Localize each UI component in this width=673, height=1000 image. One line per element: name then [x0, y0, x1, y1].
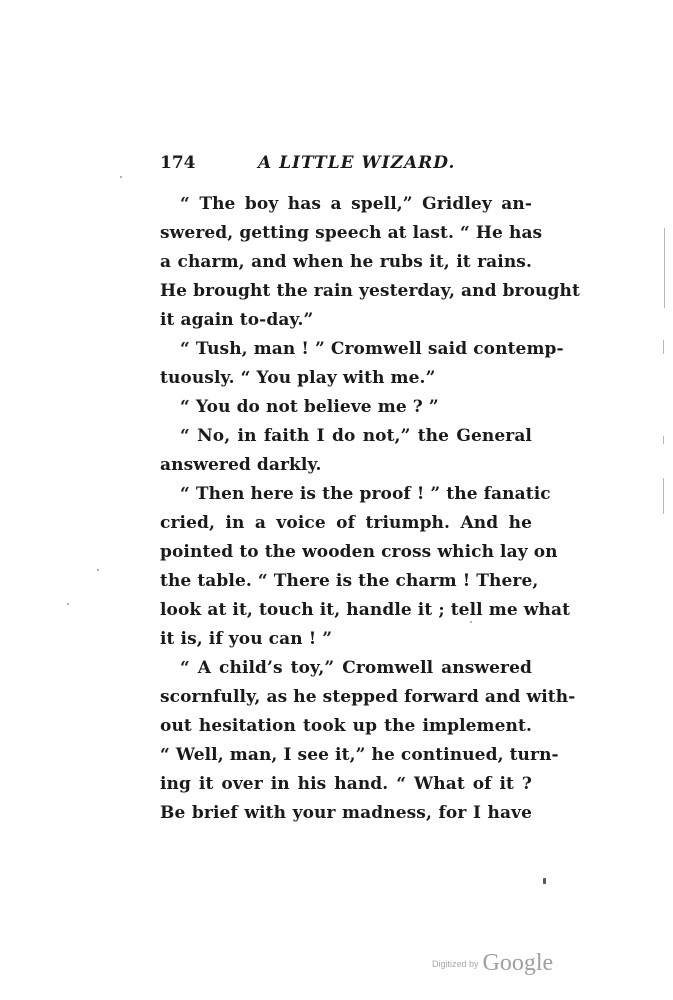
scan-speck	[97, 569, 99, 571]
page-number: 174	[160, 153, 196, 173]
running-title: A LITTLE WIZARD.	[258, 153, 456, 173]
text-line: “ You do not believe me ? ”	[180, 397, 439, 417]
text-line: “ A child’s toy,” Cromwell answered	[180, 658, 532, 678]
scan-speck	[543, 878, 546, 884]
text-line: “ Then here is the proof ! ” the fanatic	[180, 484, 551, 504]
google-logo: Google	[482, 950, 554, 976]
text-line: it again to-day.”	[160, 310, 314, 330]
body-text	[160, 190, 580, 828]
text-line: Be brief with your madness, for I have	[160, 803, 532, 823]
scan-margin-mark	[663, 478, 664, 514]
text-line: scornfully, as he stepped forward and with-	[160, 687, 576, 707]
text-line: ing it over in his hand. “ What of it ?	[160, 774, 532, 794]
page-header	[160, 151, 532, 175]
scan-margin-mark	[663, 436, 664, 444]
text-line: “ No, in faith I do not,” the General	[180, 426, 532, 446]
text-line: He brought the rain yesterday, and brought	[160, 281, 580, 301]
text-line: the table. “ There is the charm ! There,	[160, 571, 539, 591]
text-line: tuously. “ You play with me.”	[160, 368, 436, 388]
text-line: “ The boy has a spell,” Gridley an-	[180, 194, 532, 214]
text-line: “ Well, man, I see it,” he continued, turn-	[160, 745, 559, 765]
scan-speck	[120, 176, 122, 178]
scan-speck	[470, 621, 472, 623]
text-line: answered darkly.	[160, 455, 322, 475]
text-line: a charm, and when he rubs it, it rains.	[160, 252, 532, 272]
text-line: it is, if you can ! ”	[160, 629, 333, 649]
scan-margin-mark	[664, 228, 665, 308]
text-line: swered, getting speech at last. “ He has	[160, 223, 543, 243]
text-line: out hesitation took up the implement.	[160, 716, 532, 736]
scan-margin-mark	[663, 340, 664, 354]
text-line: “ Tush, man ! ” Cromwell said contemp-	[180, 339, 564, 359]
watermark-prefix: Digitized by	[432, 958, 479, 969]
text-line: look at it, touch it, handle it ; tell me what	[160, 600, 571, 620]
text-line: cried, in a voice of triumph. And he	[160, 513, 532, 533]
digitized-watermark	[432, 950, 553, 977]
scan-speck	[67, 603, 69, 605]
text-line: pointed to the wooden cross which lay on	[160, 542, 558, 562]
